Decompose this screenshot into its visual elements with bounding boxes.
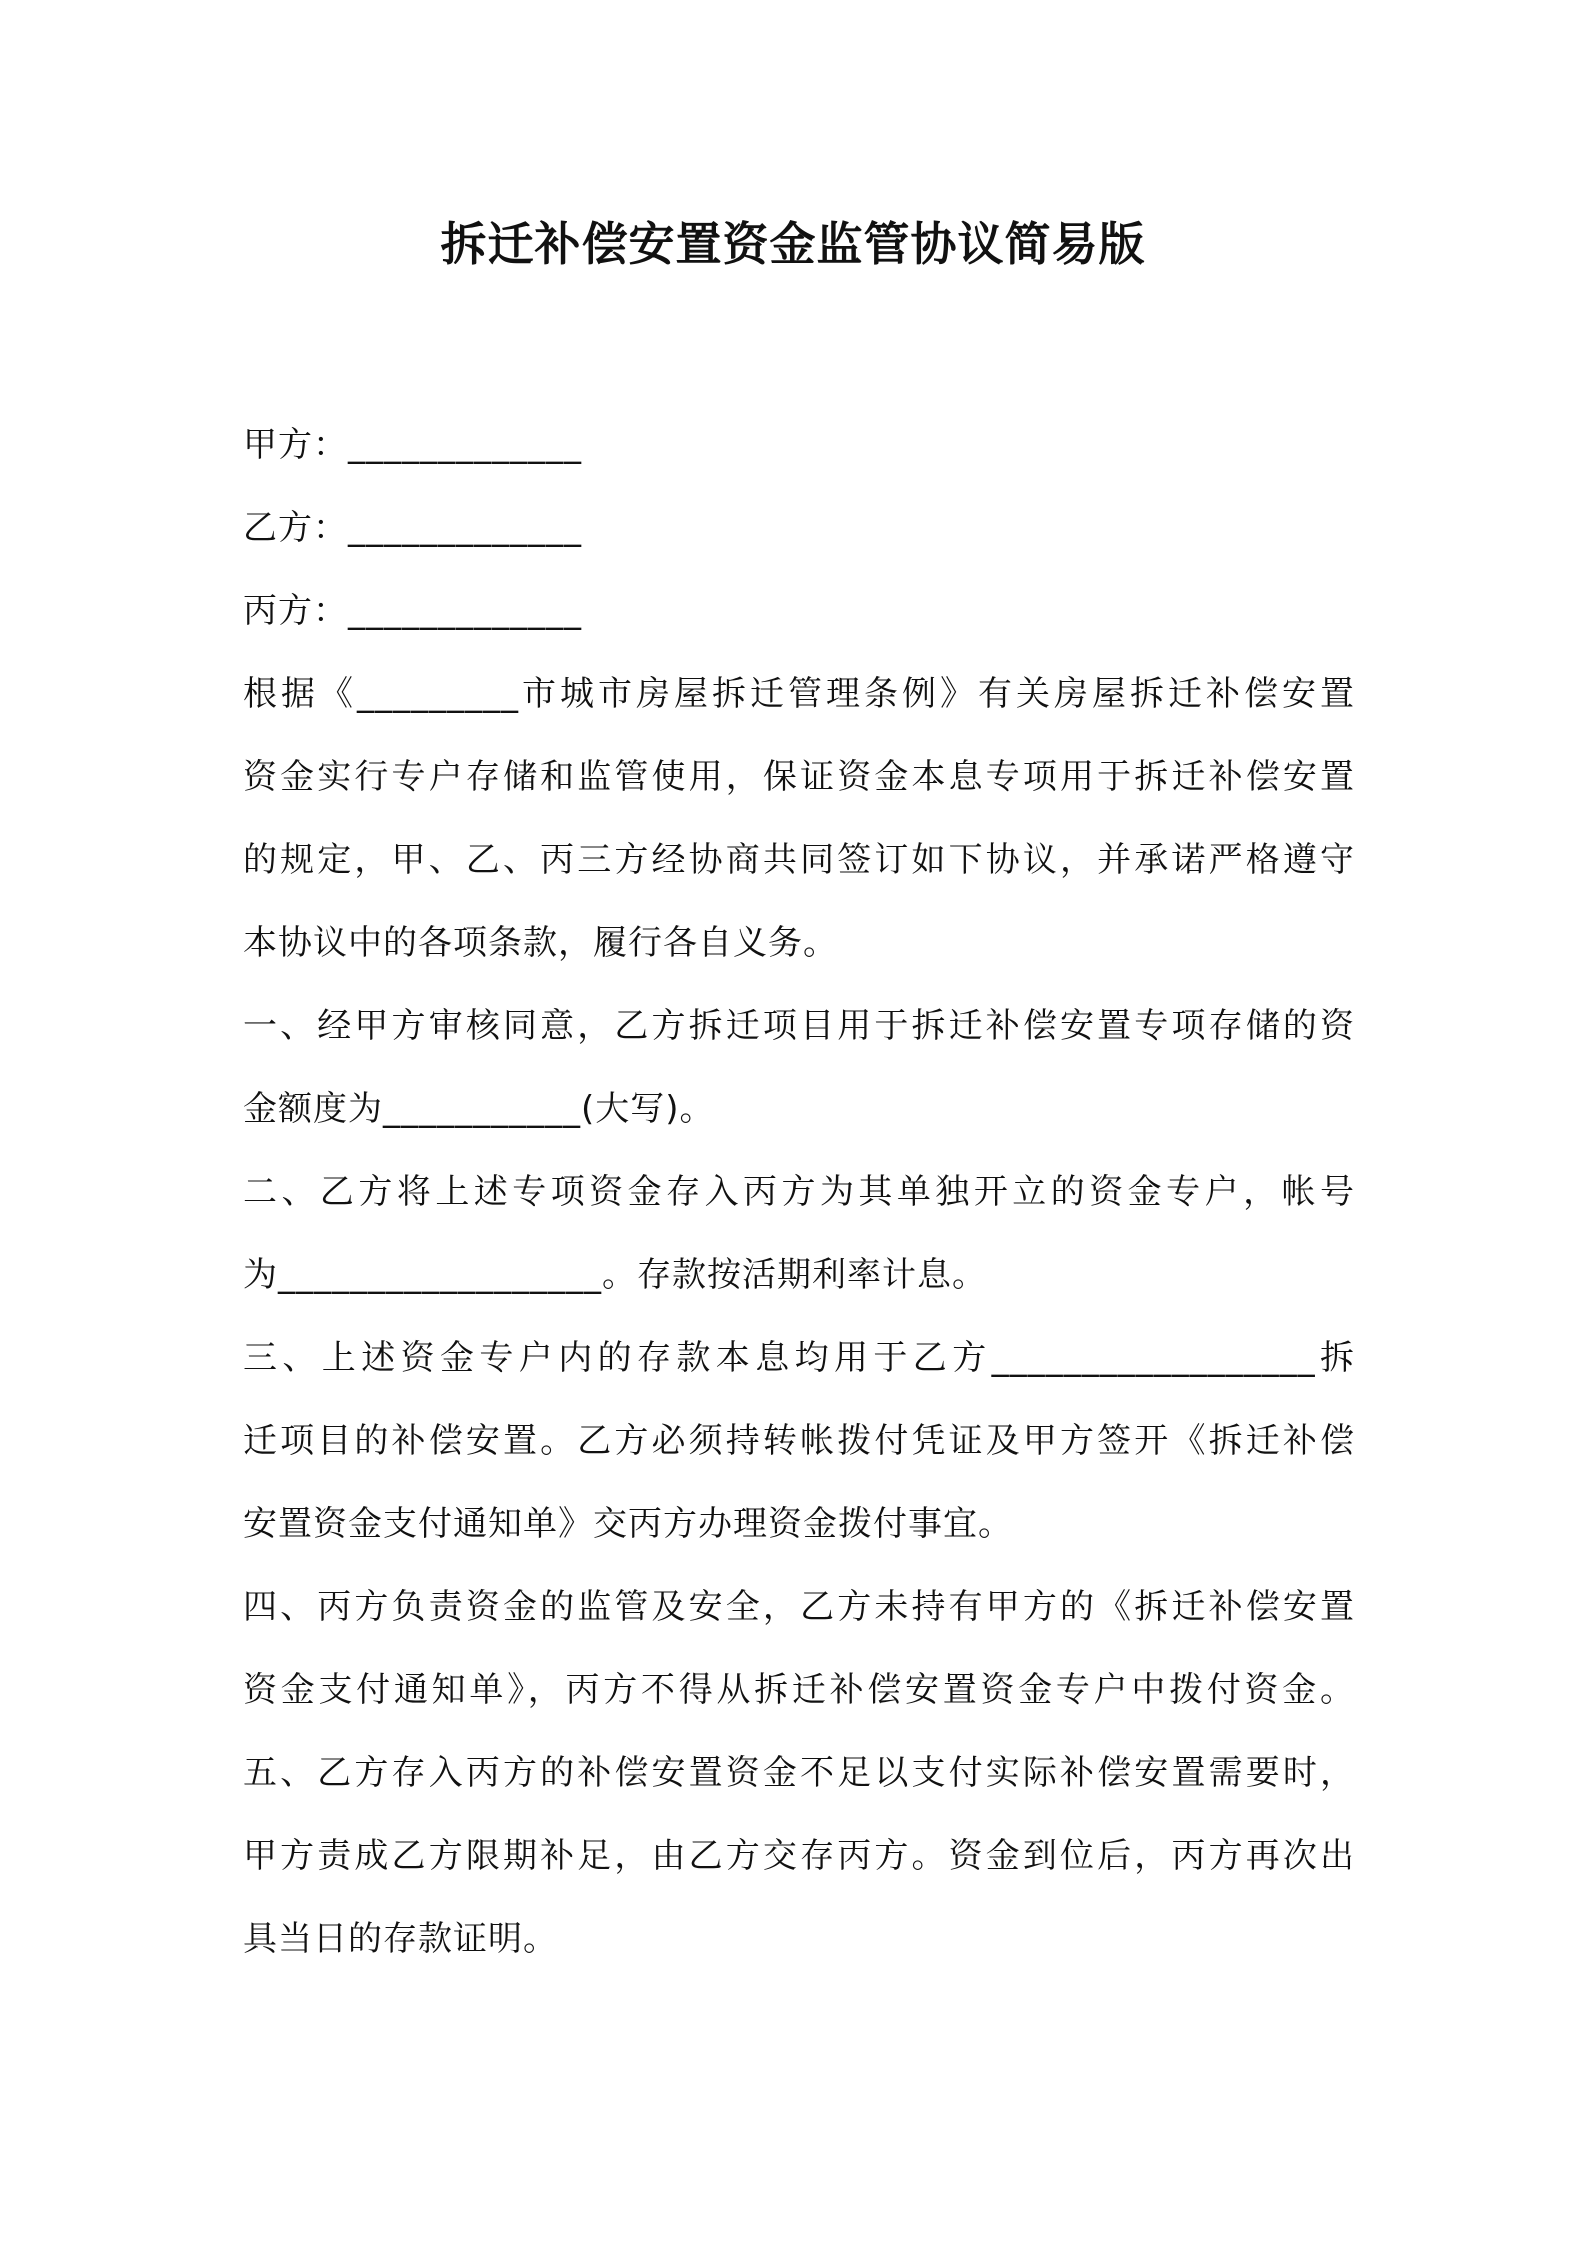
clause-4-line: 资金支付通知单》，丙方不得从拆迁补偿安置资金专户中拨付资金。 bbox=[243, 1670, 1355, 1710]
preamble-line: 的规定，甲、乙、丙三方经协商共同签订如下协议，并承诺严格遵守 bbox=[243, 840, 1355, 880]
clause-4-line: 四、丙方负责资金的监管及安全，乙方未持有甲方的《拆迁补偿安置 bbox=[243, 1587, 1355, 1627]
preamble-line: 根据《_________市城市房屋拆迁管理条例》有关房屋拆迁补偿安置 bbox=[243, 674, 1355, 714]
clause-1-line: 一、经甲方审核同意，乙方拆迁项目用于拆迁补偿安置专项存储的资 bbox=[243, 1006, 1355, 1046]
party-c-line: 丙方：_____________ bbox=[243, 591, 582, 631]
document-body bbox=[243, 404, 1355, 1981]
party-b-line: 乙方：_____________ bbox=[243, 508, 582, 548]
clause-5-line: 具当日的存款证明。 bbox=[243, 1919, 558, 1959]
clause-3-line: 三、上述资金专户内的存款本息均用于乙方__________________拆 bbox=[243, 1338, 1355, 1378]
preamble-line: 本协议中的各项条款，履行各自义务。 bbox=[243, 923, 838, 963]
clause-2-line: 为__________________。存款按活期利率计息。 bbox=[243, 1255, 987, 1295]
clause-3-line: 安置资金支付通知单》交丙方办理资金拨付事宜。 bbox=[243, 1504, 1013, 1544]
clause-2-line: 二、乙方将上述专项资金存入丙方为其单独开立的资金专户，帐号 bbox=[243, 1172, 1355, 1212]
party-a-line: 甲方：_____________ bbox=[243, 425, 582, 465]
clause-1-line: 金额度为___________(大写)。 bbox=[243, 1089, 715, 1129]
clause-5-line: 五、乙方存入丙方的补偿安置资金不足以支付实际补偿安置需要时， bbox=[243, 1753, 1355, 1793]
clause-3-line: 迁项目的补偿安置。乙方必须持转帐拨付凭证及甲方签开《拆迁补偿 bbox=[243, 1421, 1355, 1461]
document-title: 拆迁补偿安置资金监管协议简易版 bbox=[440, 217, 1146, 271]
preamble-line: 资金实行专户存储和监管使用，保证资金本息专项用于拆迁补偿安置 bbox=[243, 757, 1355, 797]
clause-5-line: 甲方责成乙方限期补足，由乙方交存丙方。资金到位后，丙方再次出 bbox=[243, 1836, 1355, 1876]
